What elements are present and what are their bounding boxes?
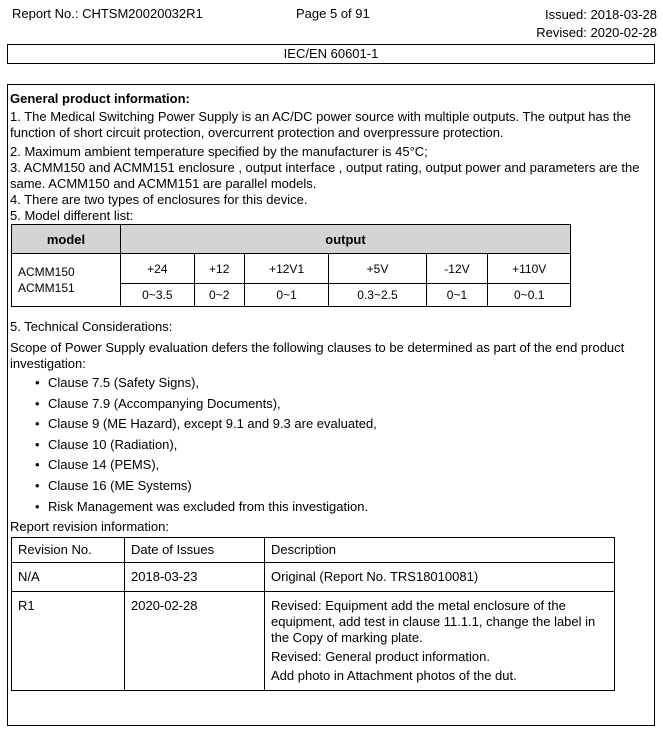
technical-intro: Scope of Power Supply evaluation defers the following clauses to be determined as part of the end product investigation: [10, 340, 625, 371]
standard-title: IEC/EN 60601-1 [7, 44, 655, 64]
revision-header-row [12, 538, 615, 563]
revision-description: Original (Report No. TRS18010081) [265, 563, 615, 592]
output-voltage: -12V [426, 254, 488, 284]
model-table-header-row [12, 225, 571, 254]
clause-list [10, 373, 652, 517]
clause-item: • Clause 7.5 (Safety Signs), [48, 373, 652, 394]
revision-heading: Report revision information: [10, 519, 169, 534]
output-range: 0~1 [244, 284, 329, 307]
model-name: ACMM150 [18, 265, 75, 279]
description-line: Revised: Equipment add the metal enclosure of the equipment, add test in clause 11.1.1, change the label in the Copy of marking plate. [271, 598, 596, 645]
issue-dates [536, 6, 657, 42]
output-voltage: +110V [488, 254, 571, 284]
output-range: 0~1 [426, 284, 488, 307]
general-paragraph-2: 2. Maximum ambient temperature specified by the manufacturer is 45°C; [10, 144, 428, 159]
general-paragraph-5: 5. Model different list: [10, 208, 134, 223]
description-column-header: Description [265, 538, 615, 563]
output-range: 0.3~2.5 [329, 284, 426, 307]
output-range: 0~2 [194, 284, 244, 307]
description-line: Revised: General product information. [271, 649, 490, 664]
revision-number: R1 [12, 592, 125, 691]
revision-row [12, 563, 615, 592]
general-paragraph-4: 4. There are two types of enclosures for this device. [10, 192, 308, 207]
model-output-table [11, 224, 571, 307]
revision-table [11, 537, 615, 691]
output-voltage: +12 [194, 254, 244, 284]
description-line: Add photo in Attachment photos of the dut. [271, 668, 517, 683]
output-range: 0~3.5 [121, 284, 195, 307]
report-number: Report No.: CHTSM20020032R1 [12, 6, 203, 21]
revision-date: 2018-03-23 [125, 563, 265, 592]
clause-item: • Clause 9 (ME Hazard), except 9.1 and 9.3 are evaluated, [48, 414, 652, 435]
clause-item: • Clause 14 (PEMS), [48, 455, 652, 476]
technical-heading: 5. Technical Considerations: [10, 319, 173, 334]
clause-item: • Clause 10 (Radiation), [48, 435, 652, 456]
revised-date: Revised: 2020-02-28 [536, 25, 657, 40]
output-range: 0~0.1 [488, 284, 571, 307]
model-name: ACMM151 [18, 281, 75, 295]
revision-column-header: Revision No. [12, 538, 125, 563]
issued-date: Issued: 2018-03-28 [544, 7, 657, 22]
general-info-section [10, 91, 652, 224]
general-paragraph-1: 1. The Medical Switching Power Supply is an AC/DC power source with multiple outputs. The output has the function of short circuit protection, overcurrent protection and overpressure protection. [10, 109, 631, 140]
revision-date: 2020-02-28 [125, 592, 265, 691]
model-names-cell [12, 254, 121, 307]
revision-number: N/A [12, 563, 125, 592]
technical-section [10, 319, 652, 517]
clause-item: • Clause 7.9 (Accompanying Documents), [48, 394, 652, 415]
clause-item: • Clause 16 (ME Systems) [48, 476, 652, 497]
revision-row [12, 592, 615, 691]
output-voltage-row [12, 254, 571, 284]
output-voltage: +12V1 [244, 254, 329, 284]
general-info-heading: General product information: [10, 91, 190, 106]
page-number: Page 5 of 91 [296, 6, 370, 21]
output-voltage: +24 [121, 254, 195, 284]
revision-description [265, 592, 615, 691]
output-voltage: +5V [329, 254, 426, 284]
date-column-header: Date of Issues [125, 538, 265, 563]
output-column-header: output [121, 225, 571, 254]
general-paragraph-3: 3. ACMM150 and ACMM151 enclosure , output interface , output rating, output power and parameters are the same. ACMM150 and ACMM151 are parallel models. [10, 160, 640, 191]
clause-item: • Risk Management was excluded from this investigation. [48, 497, 652, 518]
model-column-header: model [12, 225, 121, 254]
